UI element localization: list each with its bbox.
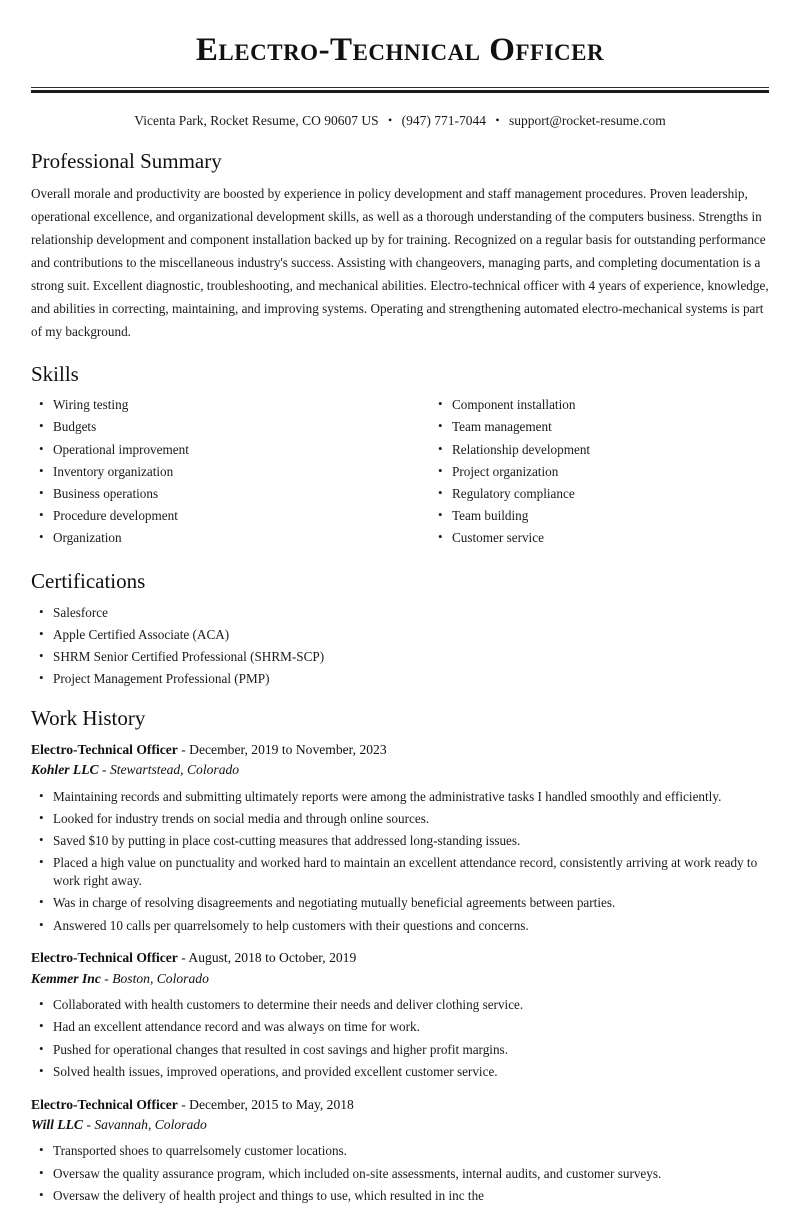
resume-header [31, 0, 769, 131]
page-title: Electro-Technical Officer [195, 32, 605, 68]
job-bullet-list [31, 1142, 769, 1204]
skills-list-left [31, 396, 400, 547]
job-dates: December, 2015 to May, 2018 [189, 1096, 354, 1112]
section-heading-work-history: Work History [31, 705, 146, 730]
job-location: Stewartstead, Colorado [109, 762, 240, 778]
section-heading-summary: Professional Summary [31, 149, 222, 174]
certification-item: • Project Management Professional (PMP) [31, 670, 769, 688]
job-bullet-item: • Collaborated with health customers to determine their needs and deliver clothing service. [31, 996, 769, 1014]
certification-item: • Salesforce [31, 604, 769, 622]
job-bullet-item: • Was in charge of resolving disagreements and negotiating mutually beneficial agreements between parties. [31, 894, 769, 912]
job-company-line [31, 1115, 769, 1135]
job-bullet-item: • Looked for industry trends on social media and through online sources. [31, 810, 769, 828]
job-title-line [31, 948, 769, 968]
job-bullet-item: • Solved health issues, improved operations, and provided excellent customer service. [31, 1063, 769, 1081]
section-heading-skills: Skills [31, 362, 79, 387]
job-company: Will LLC [31, 1117, 83, 1133]
skill-item: • Wiring testing [31, 396, 400, 414]
job-bullet-item: • Oversaw the delivery of health project and things to use, which resulted in inc the [31, 1187, 769, 1205]
section-work-history [31, 706, 769, 1205]
job-bullet-item: • Placed a high value on punctuality and worked hard to maintain an excellent attendance record, consistently arriving at work ready to work right away. [31, 854, 769, 890]
contact-separator-1: • [388, 113, 393, 128]
contact-phone: (947) 771-7044 [401, 113, 486, 129]
job-bullet-item: • Transported shoes to quarrelsomely customer locations. [31, 1142, 769, 1160]
skill-item: • Inventory organization [31, 463, 400, 481]
summary-paragraph: Overall morale and productivity are boosted by experience in policy development and staff management procedures. Proven leadership, operational excellence, and organizational development skills, as well as a thorough understanding of the computers business. Strengths in relationship development and component installation backed up by for training. Recognized on a regular basis for outstanding performance and contributions to the miscellaneous industry's success. Assisting with changeovers, managing parts, and completing documentation is a strong suit. Excellent diagnostic, troubleshooting, and mechanical abilities. Electro-technical officer with 4 years of experience, knowledge, and abilities in correcting, maintaining, and improving systems. Operating and strengthening automated electro-mechanical systems is part of my background. [31, 186, 769, 340]
contact-email: support@rocket-resume.com [508, 113, 666, 129]
skills-columns [31, 396, 769, 551]
job-title-separator: - [177, 950, 189, 966]
job-title: Electro-Technical Officer [31, 742, 178, 758]
job-company: Kohler LLC [31, 762, 99, 778]
skill-item: • Customer service [430, 529, 769, 547]
job-dates: August, 2018 to October, 2019 [188, 950, 357, 966]
job-title-line [31, 740, 769, 760]
certification-item: • Apple Certified Associate (ACA) [31, 626, 769, 644]
job-company-separator: - [98, 762, 110, 778]
section-certifications [31, 569, 769, 688]
job-company-line [31, 969, 769, 989]
job-title-line [31, 1095, 769, 1115]
work-history-entry [31, 1095, 769, 1205]
work-history-entry [31, 740, 769, 934]
contact-line [31, 112, 769, 131]
skill-item: • Project organization [430, 463, 769, 481]
skill-item: • Component installation [430, 396, 769, 414]
job-dates: December, 2019 to November, 2023 [189, 742, 387, 758]
divider-rule-thick [31, 90, 769, 93]
job-company-separator: - [83, 1117, 95, 1133]
section-heading-certifications: Certifications [31, 569, 146, 594]
work-history-list [31, 740, 769, 1205]
contact-separator-2: • [495, 113, 500, 128]
job-title: Electro-Technical Officer [31, 950, 178, 966]
skill-item: • Team building [430, 507, 769, 525]
job-title: Electro-Technical Officer [31, 1096, 178, 1112]
skill-item: • Organization [31, 529, 400, 547]
work-history-entry [31, 948, 769, 1080]
job-bullet-item: • Oversaw the quality assurance program, which included on-site assessments, internal audits, and customer surveys. [31, 1165, 769, 1183]
job-bullet-item: • Answered 10 calls per quarrelsomely to help customers with their questions and concerns. [31, 917, 769, 935]
job-company-line [31, 760, 769, 780]
job-company: Kemmer Inc [31, 970, 101, 986]
job-bullet-list [31, 996, 769, 1080]
skill-item: • Operational improvement [31, 441, 400, 459]
certifications-list [31, 604, 769, 688]
skills-column-right [400, 396, 769, 551]
contact-address: Vicenta Park, Rocket Resume, CO 90607 US [134, 113, 379, 129]
job-bullet-list [31, 788, 769, 935]
job-bullet-item: • Pushed for operational changes that resulted in cost savings and higher profit margins. [31, 1041, 769, 1059]
section-professional-summary [31, 149, 769, 344]
skill-item: • Team management [430, 418, 769, 436]
skill-item: • Business operations [31, 485, 400, 503]
skill-item: • Budgets [31, 418, 400, 436]
skills-list-right [430, 396, 769, 547]
job-location: Boston, Colorado [112, 970, 209, 986]
skill-item: • Relationship development [430, 441, 769, 459]
skill-item: • Regulatory compliance [430, 485, 769, 503]
job-bullet-item: • Saved $10 by putting in place cost-cutting measures that addressed long-standing issues. [31, 832, 769, 850]
skill-item: • Procedure development [31, 507, 400, 525]
job-bullet-item: • Maintaining records and submitting ultimately reports were among the administrative tasks I handled smoothly and efficiently. [31, 788, 769, 806]
job-bullet-item: • Had an excellent attendance record and was always on time for work. [31, 1018, 769, 1036]
job-title-separator: - [177, 742, 190, 758]
job-title-separator: - [177, 1096, 190, 1112]
header-divider [31, 87, 769, 93]
section-skills [31, 362, 769, 551]
job-company-separator: - [100, 970, 113, 986]
skills-column-left [31, 396, 400, 551]
certification-item: • SHRM Senior Certified Professional (SHRM-SCP) [31, 648, 769, 666]
job-location: Savannah, Colorado [94, 1117, 207, 1133]
